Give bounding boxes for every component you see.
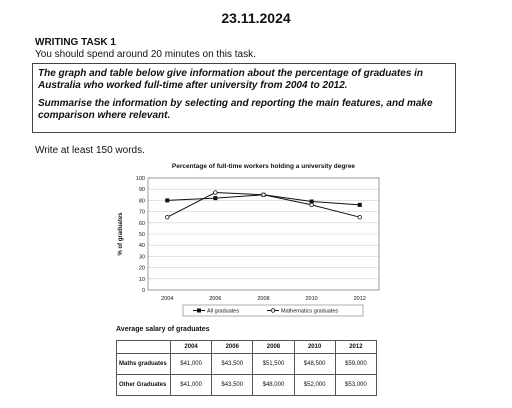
legend-label-all-graduates: All graduates [207, 308, 240, 315]
data-point-all-graduates [165, 198, 169, 202]
data-point-mathematics-graduates [165, 215, 169, 219]
table-row [117, 375, 377, 396]
data-point-mathematics-graduates [262, 193, 266, 197]
table-row [117, 354, 377, 375]
table-cell: $43,500 [212, 375, 253, 396]
legend-marker-all-graduates [197, 309, 201, 313]
y-axis-label: % of graduates [118, 212, 124, 256]
y-tick-label: 30 [138, 254, 145, 261]
y-tick-label: 40 [138, 243, 145, 250]
data-point-mathematics-graduates [358, 215, 362, 219]
table-row-label: Maths graduates [117, 354, 171, 375]
line-chart [108, 160, 398, 325]
task-prompt-instruction: Summarise the information by selecting and reporting the main features, and make comparison where relevant. [38, 98, 433, 121]
task-prompt-box [32, 63, 456, 133]
data-point-all-graduates [358, 203, 362, 207]
salary-table-header-row [117, 341, 377, 354]
data-point-mathematics-graduates [310, 203, 314, 207]
y-tick-label: 90 [138, 187, 145, 194]
line-chart-svg [108, 160, 398, 325]
legend-label-mathematics-graduates: Mathematics graduates [281, 308, 339, 315]
y-tick-label: 60 [138, 220, 145, 227]
exam-date: 23.11.2024 [221, 10, 291, 26]
table-cell: $43,500 [212, 354, 253, 375]
y-tick-label: 80 [138, 198, 145, 205]
table-cell: $59,000 [335, 354, 376, 375]
table-cell: $51,500 [253, 354, 294, 375]
table-header-cell: 2008 [253, 341, 294, 354]
data-point-all-graduates [213, 196, 217, 200]
table-header-cell: 2004 [171, 341, 212, 354]
x-tick-label: 2004 [161, 296, 174, 302]
table-header-cell [117, 341, 171, 354]
x-tick-label: 2006 [209, 296, 222, 302]
y-tick-label: 100 [135, 176, 145, 182]
table-header-cell: 2012 [335, 341, 376, 354]
table-cell: $41,000 [171, 354, 212, 375]
table-cell: $41,000 [171, 375, 212, 396]
table-row-label: Other Graduates [117, 375, 171, 396]
y-tick-label: 20 [138, 265, 145, 272]
word-limit-text: Write at least 150 words. [35, 145, 145, 156]
y-tick-label: 0 [141, 288, 145, 294]
x-tick-label: 2012 [353, 296, 366, 302]
task-instruction: You should spend around 20 minutes on this task. [35, 49, 256, 60]
table-header-cell: 2006 [212, 341, 253, 354]
table-cell: $53,000 [335, 375, 376, 396]
salary-table [116, 340, 377, 396]
y-tick-label: 70 [138, 209, 145, 216]
x-tick-label: 2008 [257, 296, 270, 302]
table-cell: $48,500 [294, 354, 335, 375]
data-point-mathematics-graduates [214, 191, 218, 195]
y-tick-label: 50 [138, 232, 145, 238]
x-tick-label: 2010 [305, 296, 318, 302]
y-tick-label: 10 [138, 276, 145, 283]
salary-table-title: Average salary of graduates [116, 326, 210, 333]
task-title: WRITING TASK 1 [35, 37, 116, 48]
chart-title: Percentage of full-time workers holding a university degree [171, 163, 356, 170]
legend-marker-mathematics-graduates [271, 309, 275, 313]
table-cell: $52,000 [294, 375, 335, 396]
task-prompt-description: The graph and table below give information about the percentage of graduates in Australia who worked full-time after university from 2004 to 2012. [38, 68, 424, 91]
table-header-cell: 2010 [294, 341, 335, 354]
table-cell: $48,000 [253, 375, 294, 396]
